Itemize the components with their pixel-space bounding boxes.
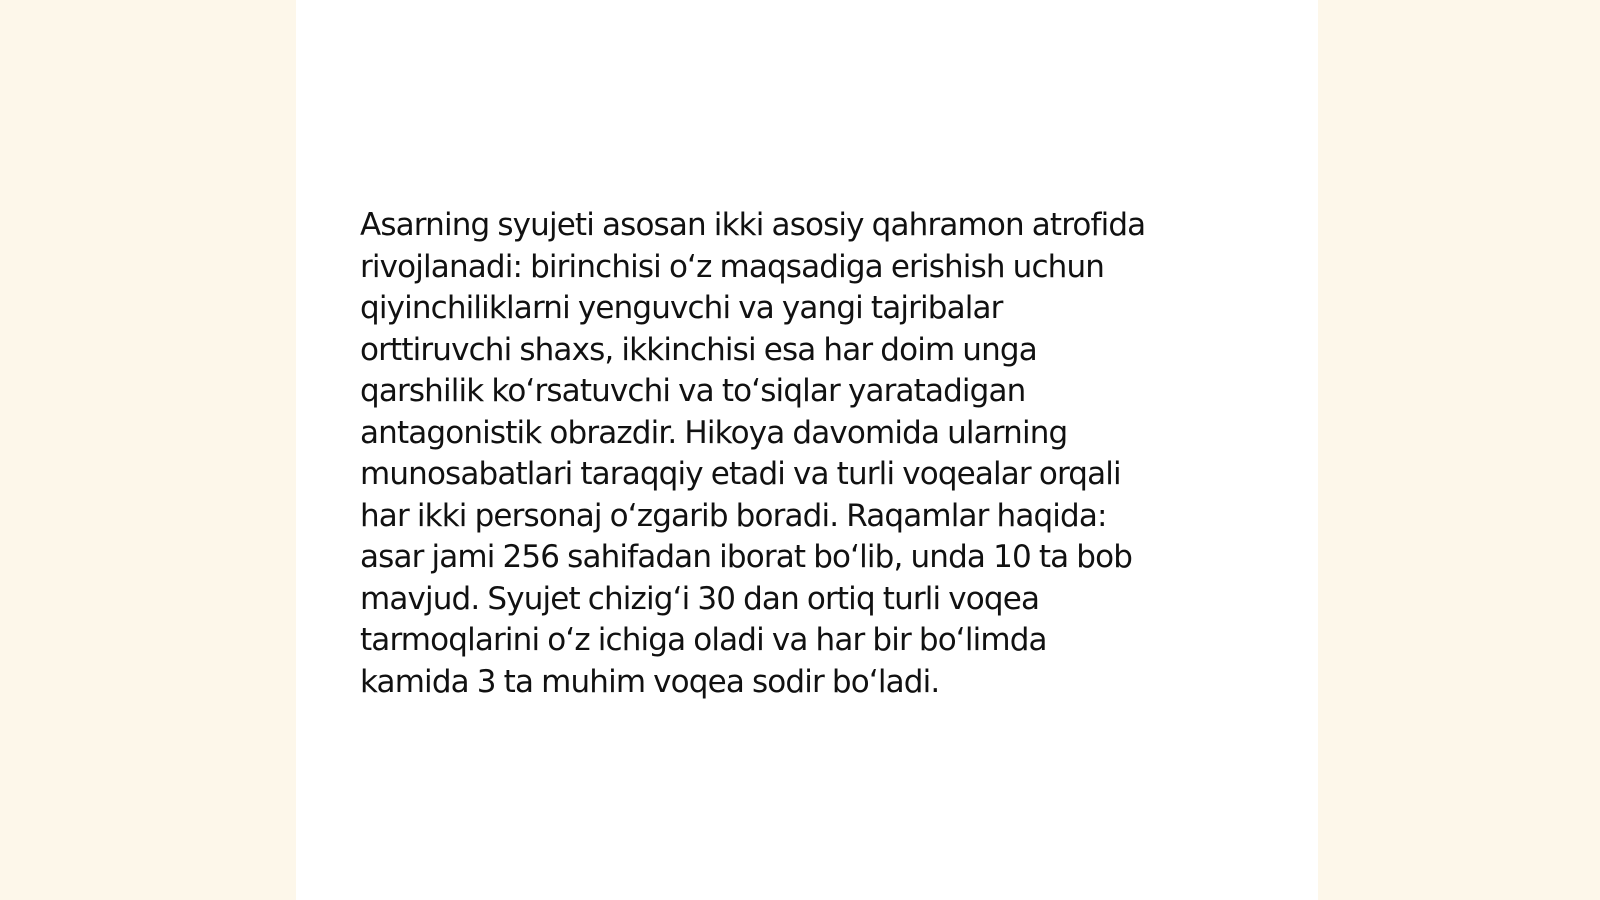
document-body-text: Asarning syujeti asosan ikki asosiy qahramon atrofida rivojlanadi: birinchisi oʻz maqsadiga erishish uchun qiyinchiliklarni yenguvchi va yangi tajribalar orttiruvchi shaxs, ikkinchisi esa har doim unga qarshilik koʻrsatuvchi va toʻsiqlar yaratadigan antagonistik obrazdir. Hikoya davomida ularning munosabatlari taraqqiy etadi va turli voqealar orqali har ikki personaj oʻzgarib boradi. Raqamlar haqida: asar jami 256 sahifadan iborat boʻlib, unda 10 ta bob mavjud. Syujet chizigʻi 30 dan ortiq turli voqea tarmoqlarini oʻz ichiga oladi va har bir boʻlimda kamida 3 ta muhim voqea sodir boʻladi. [360,207,1146,700]
document-page [296,0,1318,900]
